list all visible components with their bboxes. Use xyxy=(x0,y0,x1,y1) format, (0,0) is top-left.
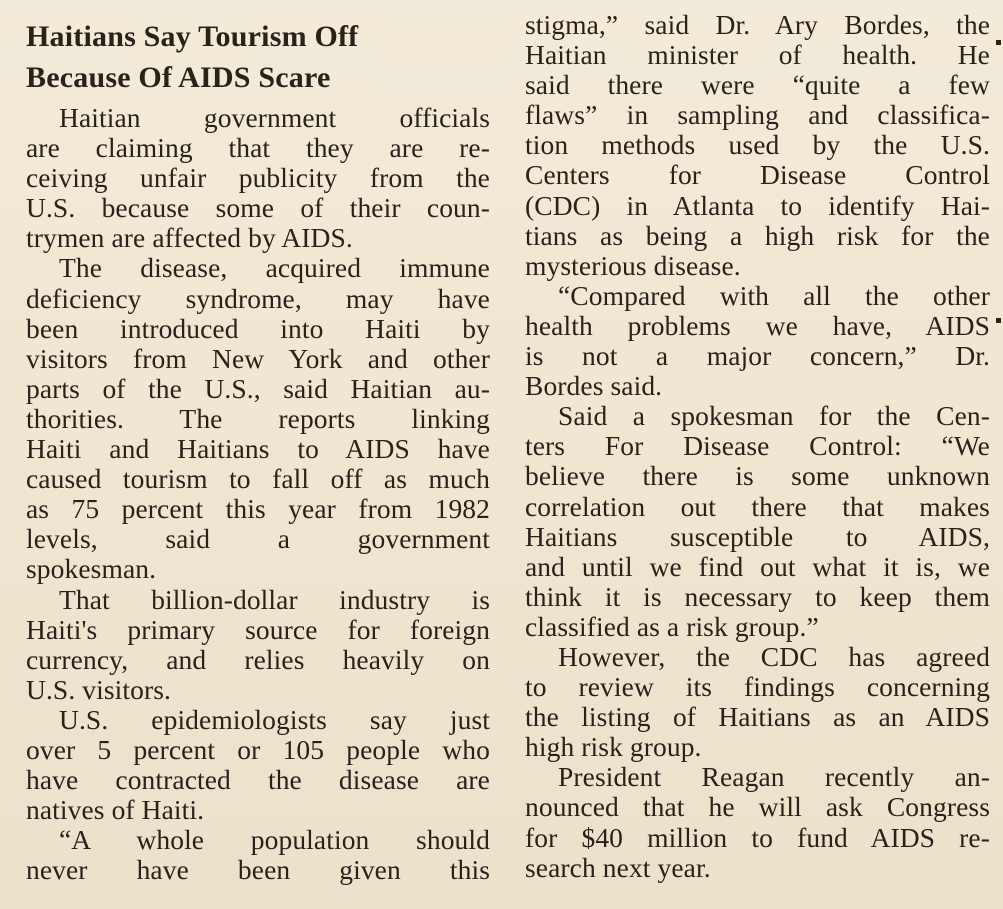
text-line: currency, and relies heavily on xyxy=(26,643,490,675)
text-line: spokesman. xyxy=(26,553,157,585)
text-line: Bordes said. xyxy=(525,370,663,402)
text-line: is not a major concern,” Dr. xyxy=(525,340,990,372)
text-line: U.S. epidemiologists say just xyxy=(59,703,490,735)
text-line: the listing of Haitians as an AIDS xyxy=(525,701,990,733)
text-line: think it is necessary to keep them xyxy=(525,580,990,612)
text-line: (CDC) in Atlanta to identify Hai- xyxy=(525,189,990,221)
text-line: tians as being a high risk for the xyxy=(525,219,990,251)
headline xyxy=(26,16,490,98)
left-column-body xyxy=(26,103,490,885)
text-line: search next year. xyxy=(525,851,711,883)
text-line: stigma,” said Dr. Ary Bordes, the xyxy=(525,9,990,40)
text-line: are claiming that they are re- xyxy=(26,132,490,164)
text-line: U.S. visitors. xyxy=(26,673,172,705)
text-line: been introduced into Haiti by xyxy=(26,312,490,344)
text-line: That billion-dollar industry is xyxy=(59,583,490,615)
text-line: “A whole population should xyxy=(59,824,490,856)
text-line: Haiti's primary source for foreign xyxy=(26,613,490,645)
text-line: mysterious disease. xyxy=(525,249,741,281)
text-line: trymen are affected by AIDS. xyxy=(26,222,353,254)
text-line: thorities. The reports linking xyxy=(26,402,490,434)
text-line: “Compared with all the other xyxy=(558,279,990,311)
headline-line-2: Because Of AIDS Scare xyxy=(26,61,331,94)
text-line: high risk group. xyxy=(525,731,702,763)
text-line: ceiving unfair publicity from the xyxy=(26,162,490,194)
left-column xyxy=(26,8,490,885)
text-line: Centers for Disease Control xyxy=(525,159,990,191)
right-column-body xyxy=(525,10,990,883)
text-line: tion methods used by the U.S. xyxy=(525,129,990,161)
text-line: Said a spokesman for the Cen- xyxy=(558,400,990,432)
text-line: nounced that he will ask Congress xyxy=(525,791,990,823)
text-line: parts of the U.S., said Haitian au- xyxy=(26,372,490,404)
text-line: The disease, acquired immune xyxy=(59,252,490,284)
text-line: deficiency syndrome, may have xyxy=(26,282,490,314)
text-line: Haitian minister of health. He xyxy=(525,39,990,71)
margin-mark-middle xyxy=(996,318,1001,323)
text-line: never have been given this xyxy=(26,854,490,886)
text-line: levels, said a government xyxy=(26,523,490,555)
text-line: However, the CDC has agreed xyxy=(558,640,990,672)
text-line: caused tourism to fall off as much xyxy=(26,463,490,495)
text-line: said there were “quite a few xyxy=(525,69,990,101)
text-line: over 5 percent or 105 people who xyxy=(26,733,490,765)
text-line: Haiti and Haitians to AIDS have xyxy=(26,433,490,465)
text-line: ters For Disease Control: “We xyxy=(525,430,990,462)
text-line: have contracted the disease are xyxy=(26,764,490,796)
text-line: U.S. because some of their coun- xyxy=(26,192,490,224)
text-line: for $40 million to fund AIDS re- xyxy=(525,821,990,853)
right-column xyxy=(525,10,990,883)
text-line: classified as a risk group.” xyxy=(525,610,819,642)
text-line: President Reagan recently an- xyxy=(558,761,990,793)
text-line: believe there is some unknown xyxy=(525,460,990,492)
headline-line-1: Haitians Say Tourism Off xyxy=(26,20,359,53)
text-line: to review its findings concerning xyxy=(525,671,990,703)
text-line: Haitian government officials xyxy=(59,102,490,133)
margin-mark-top xyxy=(996,40,1001,45)
text-line: as 75 percent this year from 1982 xyxy=(26,493,490,525)
text-line: flaws” in sampling and classifica- xyxy=(525,99,990,131)
text-line: and until we find out what it is, we xyxy=(525,550,990,582)
text-line: visitors from New York and other xyxy=(26,342,490,374)
text-line: correlation out there that makes xyxy=(525,490,990,522)
text-line: Haitians susceptible to AIDS, xyxy=(525,520,990,552)
text-line: health problems we have, AIDS xyxy=(525,309,990,341)
text-line: natives of Haiti. xyxy=(26,794,205,826)
